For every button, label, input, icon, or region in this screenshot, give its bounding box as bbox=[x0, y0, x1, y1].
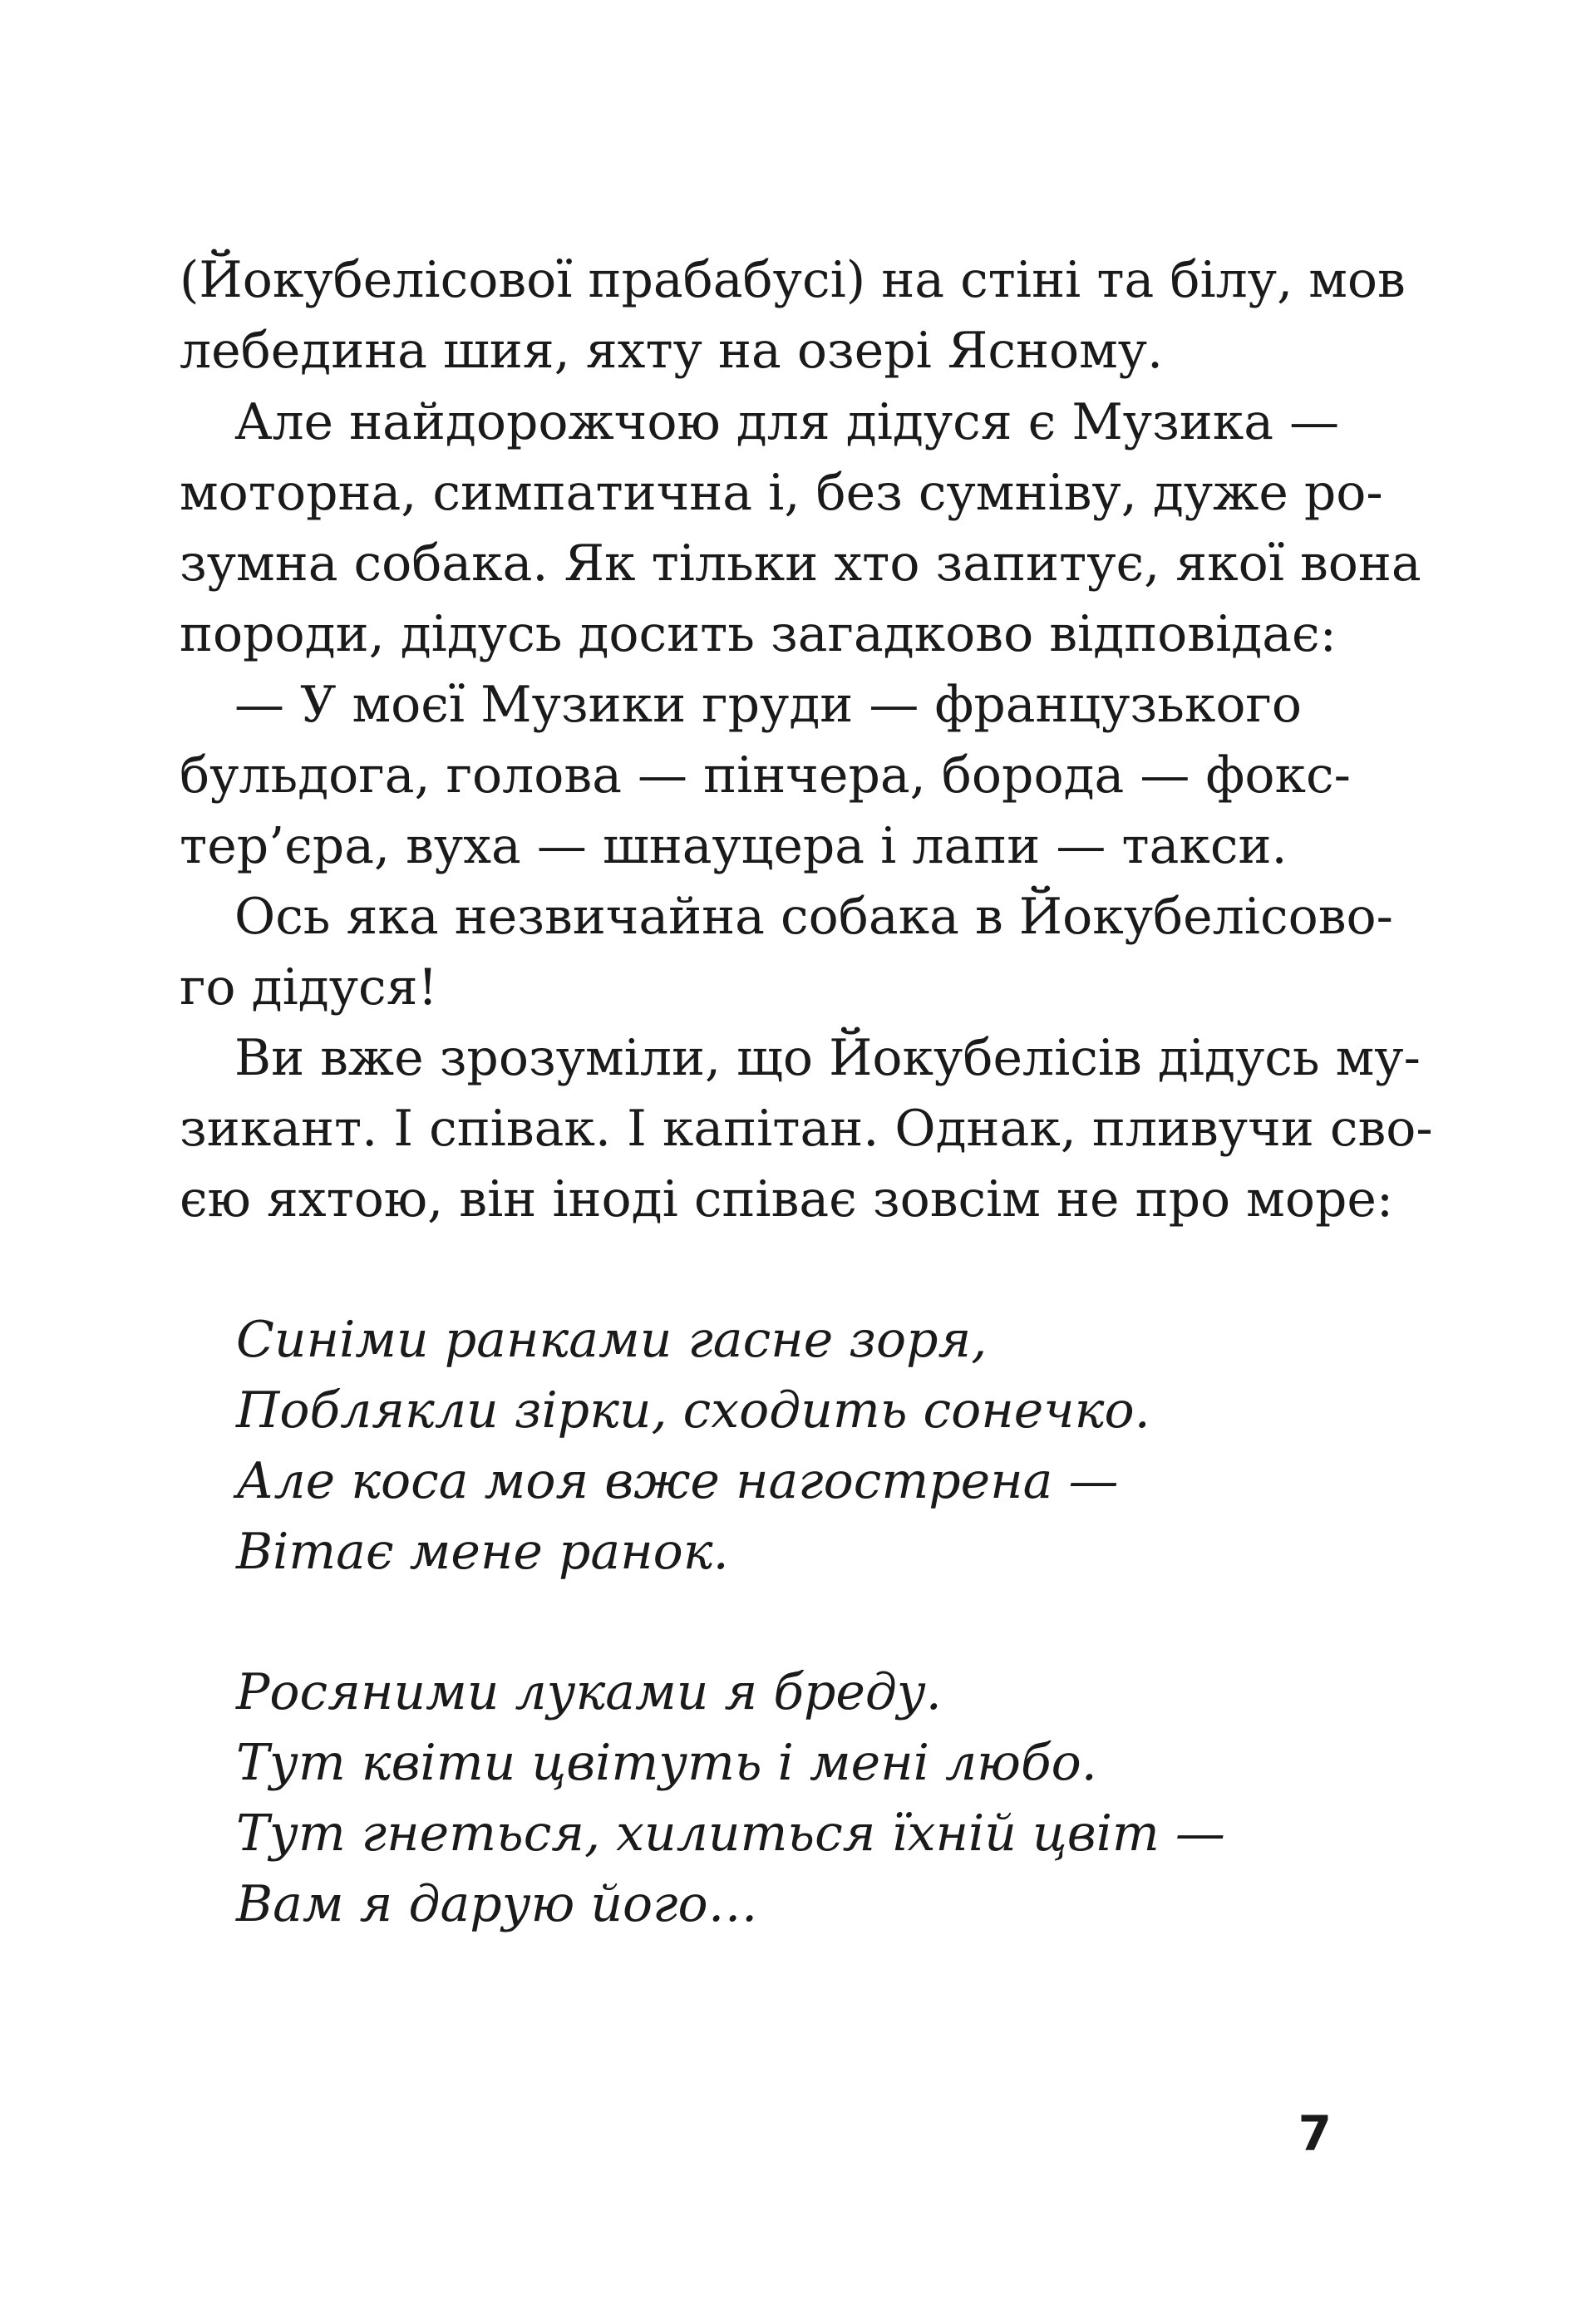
verse-line: Тут квіти цвітуть і мені любо. bbox=[236, 1734, 1097, 1792]
verse-line: Тут гнеться, хилиться їхній цвіт — bbox=[236, 1804, 1225, 1863]
text-line: бульдога, голова — пінчера, борода — фокс- bbox=[180, 746, 1351, 805]
text-line: (Йокубелісової прабабусі) на стіні та білу, мов bbox=[180, 251, 1406, 309]
text-line: — У моєї Музики груди — французького bbox=[234, 676, 1302, 734]
page-number: 7 bbox=[1298, 2105, 1332, 2162]
text-line: зумна собака. Як тільки хто запитує, якої вона bbox=[180, 534, 1421, 593]
text-line: єю яхтою, він іноді співає зовсім не про море: bbox=[180, 1170, 1394, 1228]
text-line: го дідуся! bbox=[180, 958, 438, 1017]
text-line: лебедина шия, яхту на озері Ясному. bbox=[180, 322, 1164, 380]
text-line: моторна, симпатична і, без сумніву, дуже ро- bbox=[180, 464, 1383, 522]
text-line: Ви вже зрозуміли, що Йокубелісів дідусь му- bbox=[234, 1029, 1421, 1087]
text-line: тер’єра, вуха — шнауцера і лапи — такси. bbox=[180, 817, 1288, 875]
verse-line: Синіми ранками гасне зоря, bbox=[236, 1311, 988, 1369]
verse-line: Вітає мене ранок. bbox=[236, 1523, 729, 1581]
text-line: зикант. І співак. І капітан. Однак, пливучи сво- bbox=[180, 1100, 1433, 1158]
text-line: Але найдорожчою для дідуся є Музика — bbox=[234, 393, 1340, 451]
verse-line: Вам я дарую його… bbox=[236, 1875, 758, 1933]
verse-line: Але коса моя вже нагострена — bbox=[236, 1452, 1119, 1510]
text-line: породи, дідусь досить загадково відповідає: bbox=[180, 605, 1337, 663]
verse-line: Поблякли зірки, сходить сонечко. bbox=[236, 1381, 1150, 1440]
text-line: Ось яка незвичайна собака в Йокубелісово- bbox=[234, 888, 1393, 946]
verse-line: Росяними луками я бреду. bbox=[236, 1663, 942, 1721]
